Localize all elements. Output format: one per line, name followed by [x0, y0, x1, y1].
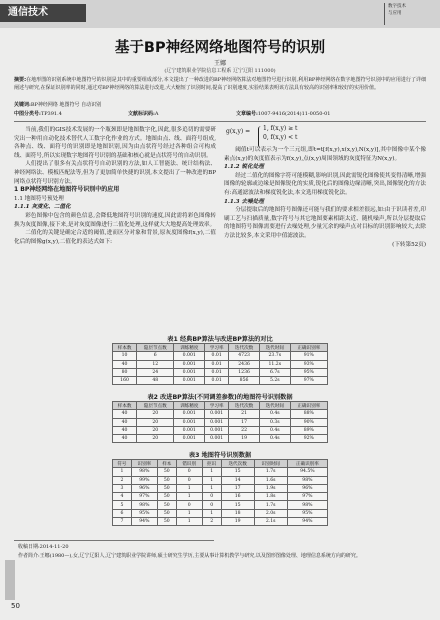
sharpen-paragraph: 经过二值化的图像字符可能模糊,影响识别,因此需锐化图像使其变得清晰,增强图像的轮廓或边缘是图像锐化的实质,锐化后的图像边缘清晰,突出,图像锐化的方法有:高通滤波法和梯度锐化法,本文选用梯度锐化法。 [224, 172, 426, 196]
author-name: 王娜 [213, 60, 226, 67]
table-cell: 98% [287, 501, 327, 509]
clc-label: 中图分类号: [14, 111, 41, 117]
table-cell: 0.001 [174, 435, 205, 443]
table-cell: 2 [202, 518, 221, 526]
header-divider [14, 121, 426, 122]
table-cell: 50 [157, 518, 176, 526]
table-cell: 93% [290, 360, 327, 368]
equation-case-1: 1, f(x,y) ≥ t [263, 125, 298, 132]
continued-note: (下转第52页) [392, 241, 426, 248]
table-cell: 50 [157, 484, 176, 492]
table-cell: 98% [131, 468, 157, 476]
abstract-label: 摘要: [14, 77, 27, 83]
table-1 [112, 343, 328, 385]
table-cell: 22 [229, 426, 260, 434]
table-3 [112, 459, 328, 526]
table-cell: 90% [290, 418, 327, 426]
table-cell: 0.001 [205, 410, 229, 418]
article-id [236, 111, 330, 119]
table-cell: 0.01 [205, 368, 229, 376]
table-row [113, 435, 328, 443]
table-cell: 21 [229, 410, 260, 418]
table-cell: 1.8s [254, 493, 287, 501]
page-number: 50 [11, 602, 20, 610]
right-column [224, 146, 426, 249]
table-row [113, 468, 328, 476]
table-cell: 18 [221, 509, 254, 517]
table-cell: 97% [287, 493, 327, 501]
table-row [113, 418, 328, 426]
table-cell: 0.01 [205, 377, 229, 385]
table-cell: 17 [221, 484, 254, 492]
table-header-row [113, 402, 328, 410]
equation-lhs: g(x,y) = [226, 128, 251, 135]
table-cell: 1 [176, 493, 202, 501]
table-cell: 99% [131, 476, 157, 484]
table-header-cell: 隐层节点数 [137, 402, 174, 410]
table-cell: 1.6s [254, 476, 287, 484]
intro-paragraph-2: 人们提出了很多有关点状符号自动识别的方法,如人工智能法、统计结构法、神经网络法、模板匹配法等,但为了更加简单快捷的识别,本文提出了一种改进的BP网络点状符号识别方法。 [14, 161, 216, 185]
table-cell: 20 [137, 426, 174, 434]
table-header-cell: 学习率 [205, 402, 229, 410]
table-cell: 50 [157, 468, 176, 476]
table-row [113, 501, 328, 509]
equation-cases [263, 124, 297, 142]
doc-code-value: A [154, 111, 159, 117]
table-row [113, 377, 328, 385]
table-cell: 95% [131, 509, 157, 517]
table-row [113, 410, 328, 418]
table-cell: 0.001 [205, 418, 229, 426]
journal-brand [384, 3, 432, 25]
table-cell: 0.001 [174, 377, 205, 385]
table-cell: 1 [113, 468, 132, 476]
table-cell: 14 [221, 476, 254, 484]
table-cell: 5.2s [259, 377, 290, 385]
table-cell: 4723 [229, 352, 260, 360]
clc-number [14, 111, 62, 119]
table-header-cell: 训练精度 [174, 344, 205, 352]
table-row [113, 493, 328, 501]
table-cell: 3 [113, 484, 132, 492]
table-cell: 0.4s [259, 410, 290, 418]
threshold-triplet-paragraph: 阈值t可以表示为一个三元组,即t=t[f(x,y),x(x,y),N(x,y)],其中图像中某个像素点(x,y)的灰度值表示为f(x,y),点(x,y)周围领域的灰度特征为N(x,y)。 [224, 147, 426, 162]
table-header-cell: 符号 [113, 460, 132, 468]
table-cell: 0 [176, 468, 202, 476]
paper-title: 基于BP神经网络地图符号的识别 [114, 40, 326, 56]
footnote-divider [14, 540, 214, 541]
table-cell: 7 [113, 518, 132, 526]
table-cell: 6 [137, 352, 174, 360]
section-1-1-1-heading: 1.1.1 灰度化、二值化 [14, 204, 71, 211]
table-cell: 0.001 [205, 435, 229, 443]
equation-case-2: 0, f(x,y) < t [263, 134, 298, 141]
section-1-1-2-heading: 1.1.2 锐化处理 [224, 164, 264, 171]
table-cell: 97% [131, 493, 157, 501]
table-cell: 0.001 [174, 360, 205, 368]
table-cell: 24 [137, 368, 174, 376]
table-cell: 1 [202, 509, 221, 517]
table-cell: 40 [113, 418, 137, 426]
author-affiliation: (辽宁建筑职业学院信息工程系 辽宁辽阳 111000) [164, 68, 276, 74]
table-cell: 0.4s [259, 426, 290, 434]
table-header-cell: 迭代次数 [221, 460, 254, 468]
table-cell: 0 [202, 501, 221, 509]
table-cell: 1 [176, 484, 202, 492]
table-cell: 0.001 [174, 368, 205, 376]
table-cell: 2436 [229, 360, 260, 368]
denoise-paragraph: 分层提取后的地图符号图像还可能与我们的要求相差很远,如:由于识读者差,印刷工艺与扫描质量,数字符号与其它地图要素相距太近、随机噪声,所以分层提取后的地图符号图像需要进行去噪处理,少量冗余的噪声点对目标的识别影响较大,去除方法比较多,本文采用中值滤波法。 [224, 207, 426, 239]
table-row [113, 368, 328, 376]
table-cell: 50 [157, 493, 176, 501]
table-cell: 91% [290, 352, 327, 360]
table-cell: 1.7s [254, 501, 287, 509]
table-cell: 0 [176, 476, 202, 484]
table-cell: 0.001 [174, 418, 205, 426]
table-header-cell: 隐层节点数 [137, 344, 174, 352]
author-bio: 作者简介:王娜(1980—),女,辽宁辽阳人,辽宁建筑职业学院讲师,硕士研究生学历,主要从事计算机教学与研究,以及图形图像处理、地理信息系统方向的研究。 [18, 553, 361, 559]
equation-brace [258, 126, 262, 148]
table-cell: 0.01 [205, 352, 229, 360]
article-id-label: 文章编号: [236, 111, 258, 117]
keywords [14, 102, 426, 110]
table-cell: 89% [290, 426, 327, 434]
table-cell: 40 [113, 410, 137, 418]
table-cell: 95% [287, 509, 327, 517]
clc-value: TP391.4 [40, 111, 62, 117]
table-header-cell: 正确识别率 [290, 344, 327, 352]
table-cell: 11.2s [259, 360, 290, 368]
abstract [14, 77, 426, 92]
left-column [14, 126, 216, 246]
table-cell: 19 [221, 518, 254, 526]
threshold-paragraph: 二值化的关键是确定合适的阈值,进而区分对象和背景,原灰度图像f(x,y),二值化后的图像g(x,y),二值化的表达式如下: [14, 230, 216, 245]
table-header-cell: 学习率 [205, 344, 229, 352]
table-cell: 1.9s [254, 484, 287, 492]
table-header-cell: 样本数 [113, 344, 137, 352]
table-header-cell: 正确识别率 [290, 402, 327, 410]
table-row [113, 426, 328, 434]
table-cell: 0 [176, 501, 202, 509]
keywords-label: 关键词: [14, 102, 31, 108]
table-cell: 80 [113, 368, 137, 376]
table-cell: 95% [290, 368, 327, 376]
table-cell: 2.1s [254, 518, 287, 526]
table-cell: 6.7s [259, 368, 290, 376]
table-header-row [113, 344, 328, 352]
table-cell: 0.001 [174, 410, 205, 418]
table-cell: 0.3s [259, 418, 290, 426]
table-cell: 1 [202, 476, 221, 484]
table-cell: 160 [113, 377, 137, 385]
brand-line-1: 数字技术 [388, 4, 406, 9]
table-cell: 15 [221, 468, 254, 476]
table-cell: 17 [229, 418, 260, 426]
section-1-1-3-heading: 1.1.3 去噪处理 [224, 198, 264, 205]
table-cell: 94% [287, 518, 327, 526]
table-header-cell: 迭代次数 [229, 402, 260, 410]
table-cell: 98% [131, 501, 157, 509]
table-cell: 97% [290, 377, 327, 385]
table-header-row [113, 460, 328, 468]
table-cell: 10 [113, 352, 137, 360]
table-cell: 50 [157, 476, 176, 484]
article-id-value: 1007-9416(2014)11-0050-01 [257, 111, 331, 117]
table-row [113, 509, 328, 517]
table-cell: 96% [131, 484, 157, 492]
table-cell: 0.4s [259, 435, 290, 443]
table-cell: 40 [113, 426, 137, 434]
table-row [113, 476, 328, 484]
table-cell: 20 [137, 410, 174, 418]
section-label: 通信技术 [0, 4, 86, 22]
table-header-cell: 正确识别率 [287, 460, 327, 468]
table-cell: 20 [137, 418, 174, 426]
table-header-cell: 识别时间 [254, 460, 287, 468]
table-header-cell: 错识别 [176, 460, 202, 468]
intro-paragraph: 当前,我们的GIS技术发展的一个瓶颈即是地图数字化,因此,很多追切的需要研究出一种用自动化技术替代人工数字化作业的方式。地图由点、线、面符号组成,各种点、线、面符号的识别即是地图识别,因为由点状符号经过各种组合可构成线、面符号,所以实现数字地图符号识别的基础和核心就是点状符号的自动识别。 [14, 127, 216, 159]
table-cell: 20 [137, 435, 174, 443]
table-header-cell: 样本数 [113, 402, 137, 410]
table-cell: 98% [287, 476, 327, 484]
table-header-cell: 迭代时间 [259, 344, 290, 352]
table-cell: 2 [113, 476, 132, 484]
table-cell: 2.0s [254, 509, 287, 517]
table-header-cell: 拒识 [202, 460, 221, 468]
table-cell: 92% [290, 435, 327, 443]
table-header-cell: 识别率 [131, 460, 157, 468]
table-cell: 6 [113, 509, 132, 517]
table-cell: 50 [157, 501, 176, 509]
section-1-heading: 1 BP神经网络在地图符号识别中的应用 [14, 186, 120, 194]
table-cell: 0.001 [174, 426, 205, 434]
journal-header-bar [0, 0, 440, 28]
table-cell: 96% [287, 484, 327, 492]
grayscale-paragraph: 彩色图像中包含的颜色信息,会降低地图符号识别的速度,因此需将彩色图像转换为灰度图像,接下来,是对灰度图像进行二值化处理,这样就大大地提高处理效率。 [14, 212, 216, 228]
table-cell: 5 [113, 501, 132, 509]
table-cell: 0.001 [174, 352, 205, 360]
table-1-caption: 表1 经典BP算法与改进BP算法的对比 [167, 336, 273, 343]
table-cell: 94% [131, 518, 157, 526]
table-cell: 88% [290, 410, 327, 418]
table-cell: 1 [176, 518, 202, 526]
table-cell: 0.01 [205, 360, 229, 368]
table-cell: 12 [137, 360, 174, 368]
table-cell: 1 [176, 509, 202, 517]
table-2 [112, 401, 328, 443]
received-date: 收稿日期:2014-11-20 [18, 544, 69, 550]
table-row [113, 360, 328, 368]
doc-code [128, 111, 158, 119]
table-cell: 1236 [229, 368, 260, 376]
table-header-cell: 样本 [157, 460, 176, 468]
table-cell: 0.001 [205, 426, 229, 434]
table-row [113, 518, 328, 526]
table-header-cell: 迭代时间 [259, 402, 290, 410]
table-cell: 94.5% [287, 468, 327, 476]
table-cell: 1 [202, 468, 221, 476]
table-3-caption: 表3 地图符号识别数据 [188, 452, 252, 459]
table-row [113, 484, 328, 492]
table-cell: 0 [202, 493, 221, 501]
table-row [113, 352, 328, 360]
table-cell: 1 [202, 484, 221, 492]
table-header-cell: 迭代次数 [229, 344, 260, 352]
table-cell: 19 [229, 435, 260, 443]
table-cell: 856 [229, 377, 260, 385]
table-cell: 40 [113, 435, 137, 443]
table-cell: 16 [221, 493, 254, 501]
abstract-text: 在地形图的识别系统中地图符号的识别是其中的重要组成部分,本文提出了一种改进的BP神经网络算法对地图符号进行识别,利用BP神经网络在数字地图符号识别中的应用进行了详细阐述与研究,在保证识别率的同时,通过对BP神经网络的算法进行改进,大大缩短了识别时间,提高了识别速度,实验结果表明该方法具有较高的识别率和较好的实用价值。 [14, 77, 427, 91]
table-cell: 50 [157, 509, 176, 517]
table-2-caption: 表2 改进BP算法(不同调差参数)的地图符号识别数据 [147, 394, 293, 401]
table-cell: 4 [113, 493, 132, 501]
table-cell: 40 [113, 360, 137, 368]
doc-code-label: 文献标识码: [128, 111, 155, 117]
page-number-badge [5, 586, 45, 616]
brand-line-2: 与应用 [388, 11, 402, 16]
table-cell: 23.7s [259, 352, 290, 360]
table-cell: 1.7s [254, 468, 287, 476]
table-cell: 15 [221, 501, 254, 509]
table-cell: 48 [137, 377, 174, 385]
keywords-text: BP神经网络 地图符号 自动识别 [30, 102, 102, 108]
section-1-1-heading: 1.1 地图符号预处理 [14, 195, 64, 202]
table-header-cell: 训练精度 [174, 402, 205, 410]
